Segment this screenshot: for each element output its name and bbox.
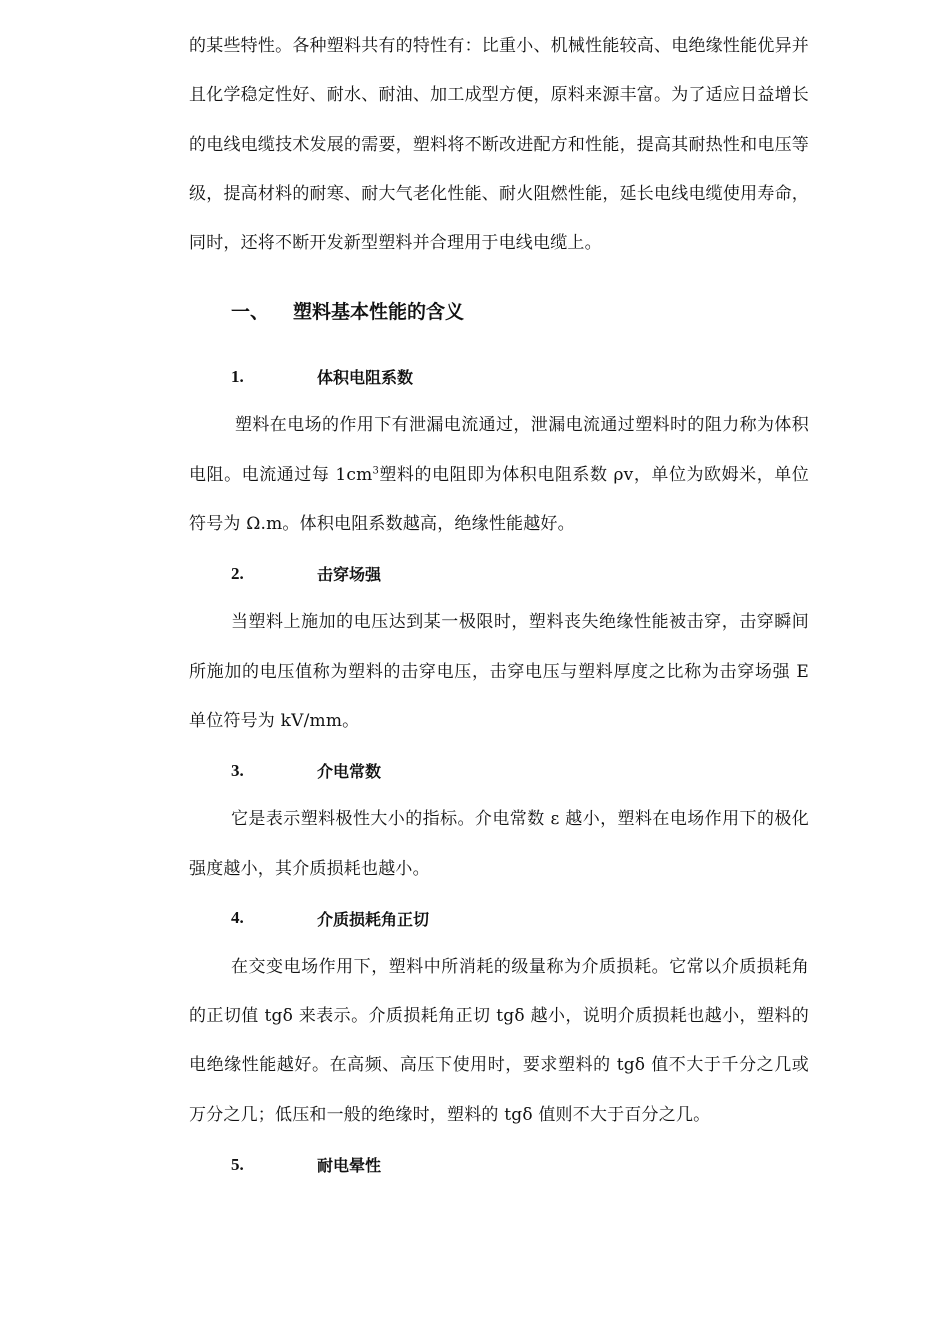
subheading-1 [189, 352, 809, 401]
subheading-4 [189, 894, 809, 943]
paragraph-text-part: 塑料的电阻即为体积电阻系数 ρv，单位为欧姆米，单位符号为 Ω.m。体积电阻系数越高，绝缘性能越好。 [189, 464, 810, 535]
section-title: 塑料基本性能的含义 [293, 300, 465, 323]
document-body [189, 22, 809, 1189]
subheading-title: 介质损耗角正切 [317, 909, 430, 929]
subheading-number: 5. [231, 1154, 244, 1174]
section-heading-1 [189, 280, 809, 340]
subheading-3 [189, 746, 809, 795]
intro-paragraph: 的某些特性。各种塑料共有的特性有：比重小、机械性能较高、电绝缘性能优异并且化学稳定性好、耐水、耐油、加工成型方便，原料来源丰富。为了适应日益增长的电线电缆技术发展的需要，塑料将不断改进配方和性能，提高其耐热性和电压等级，提高材料的耐寒、耐大气老化性能、耐火阻燃性能，延长电线电缆使用寿命，同时，还将不断开发新型塑料并合理用于电线电缆上。 [189, 36, 809, 254]
subheading-2 [189, 549, 809, 598]
subheading-number: 1. [231, 366, 244, 386]
paragraph-text-part: 塑料在电场的作用下有泄漏电流通过，泄漏电流通过塑料时的阻力称为体积电阻。电流通过每 1cm [189, 415, 809, 485]
paragraph-dielectric-constant: 它是表示塑料极性大小的指标。介电常数 ε 越小，塑料在电场作用下的极化强度越小，其介质损耗也越小。 [189, 809, 809, 879]
subheading-5 [189, 1140, 809, 1189]
superscript: 3 [372, 465, 379, 477]
subheading-number: 2. [231, 563, 244, 583]
paragraph-dielectric-loss: 在交变电场作用下，塑料中所消耗的级量称为介质损耗。它常以介质损耗角的正切值 tgδ 来表示。介质损耗角正切 tgδ 越小，说明介质损耗也越小，塑料的电绝缘性能越好。在高频、高压下使用时，要求塑料的 tgδ 值不大于千分之几或万分之几；低压和一般的绝缘时，塑料的 tgδ 值则不大于百分之几。 [189, 956, 809, 1125]
paragraph-breakdown-strength: 当塑料上施加的电压达到某一极限时，塑料丧失绝缘性能被击穿，击穿瞬间所施加的电压值称为塑料的击穿电压，击穿电压与塑料厚度之比称为击穿场强 E 单位符号为 kV/mm。 [189, 612, 809, 731]
subheading-number: 3. [231, 760, 244, 780]
subheading-title: 介电常数 [317, 762, 382, 782]
subheading-title: 体积电阻系数 [317, 368, 414, 388]
section-number: 一、 [231, 300, 270, 323]
subheading-title: 耐电晕性 [317, 1156, 382, 1176]
paragraph-volume-resistivity [189, 401, 809, 549]
subheading-number: 4. [231, 908, 244, 928]
subheading-title: 击穿场强 [317, 565, 382, 585]
